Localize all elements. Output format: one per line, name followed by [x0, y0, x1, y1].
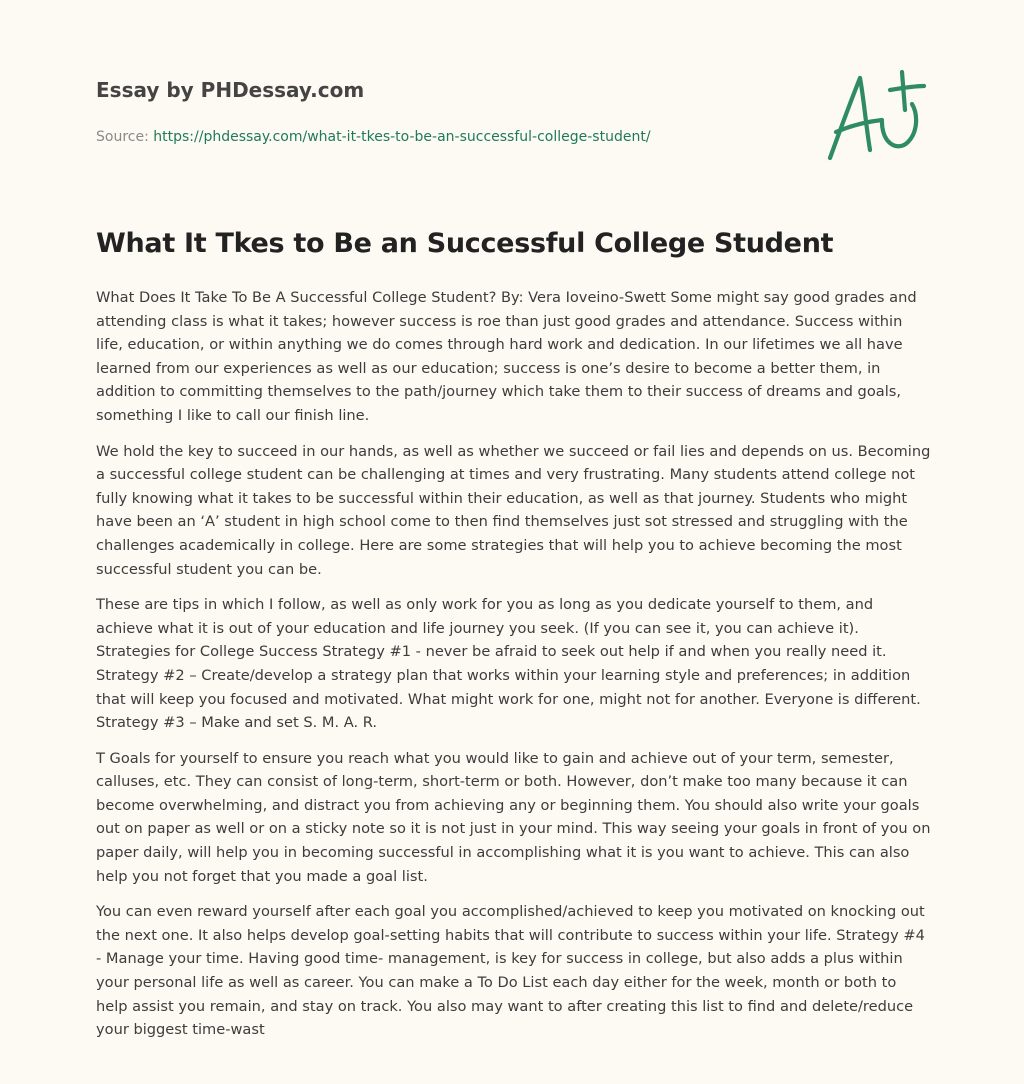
essay-paragraph: What Does It Take To Be A Successful College Student? By: Vera Ioveino-Swett Some might say good grades and attending class is what it takes; however success is roe than just good grades and attendance. Success within life, education, or within anything we do comes through hard work and dedication. In our lifetimes we all have learned from our experiences as well as our education; success is one’s desire to become a better them, in addition to committing themselves to the path/journey which take them to their success of dreams and goals, something I like to call our finish line.	[96, 289, 917, 424]
essay-paragraph: T Goals for yourself to ensure you reach what you would like to gain and achieve out of your term, semester, calluses, etc. They can consist of long-term, short-term or both. However, don’t make too many because it can become overwhelming, and distract you from achieving any or beginning them. You should also write your goals out on paper as well or on a sticky note so it is not just in your mind. This way seeing your goals in front of you on paper daily, will help you in becoming successful in accomplishing what it is you want to achieve. This can also help you not forget that you made a goal list.	[96, 749, 931, 885]
site-brand: Essay by PHDessay.com	[96, 78, 365, 102]
essay-paragraph: These are tips in which I follow, as well as only work for you as long as you dedicate yourself to them, and achieve what it is out of your education and life journey you seek. (If you can see it, you can achieve it). Strategies for College Success Strategy #1 - never be afraid to seek out help if and when you really need it. Strategy #2 – Create/develop a strategy plan that works within your learning style and preferences; in addition that will keep you focused and motivated. What might work for one, might not for another. Everyone is different. Strategy #3 – Make and set S. M. A. R.	[96, 596, 921, 732]
a-plus-grade-icon-svg	[820, 66, 928, 166]
source-label: Source:	[96, 129, 154, 145]
a-plus-grade-icon	[820, 66, 928, 166]
essay-title: What It Tkes to Be an Successful College Student	[96, 228, 834, 259]
source-line	[96, 127, 796, 147]
essay-paragraph: You can even reward yourself after each goal you accomplished/achieved to keep you motivated on knocking out the next one. It also helps develop goal-setting habits that will contribute to success within your life. Strategy #4 - Manage your time. Having good time- management, is key for success in college, but also adds a plus within your personal life as well as career. You can make a To Do List each day either for the week, month or both to help assist you remain, and stay on track. You also may want to after creating this list to find and delete/reduce your biggest time-wast	[96, 903, 925, 1039]
header	[96, 76, 796, 147]
essay-body	[96, 286, 932, 1054]
essay-paragraph: We hold the key to succeed in our hands, as well as whether we succeed or fail lies and depends on us. Becoming a successful college student can be challenging at times and very frustrating. Many students attend college not fully knowing what it takes to be successful within their education, as well as that journey. Students who might have been an ‘A’ student in high school come to then find themselves just sot stressed and struggling with the challenges academically in college. Here are some strategies that will help you to achieve becoming the most successful student you can be.	[96, 442, 931, 578]
source-link[interactable]: https://phdessay.com/what-it-tkes-to-be-an-successful-college-student/	[153, 129, 651, 145]
